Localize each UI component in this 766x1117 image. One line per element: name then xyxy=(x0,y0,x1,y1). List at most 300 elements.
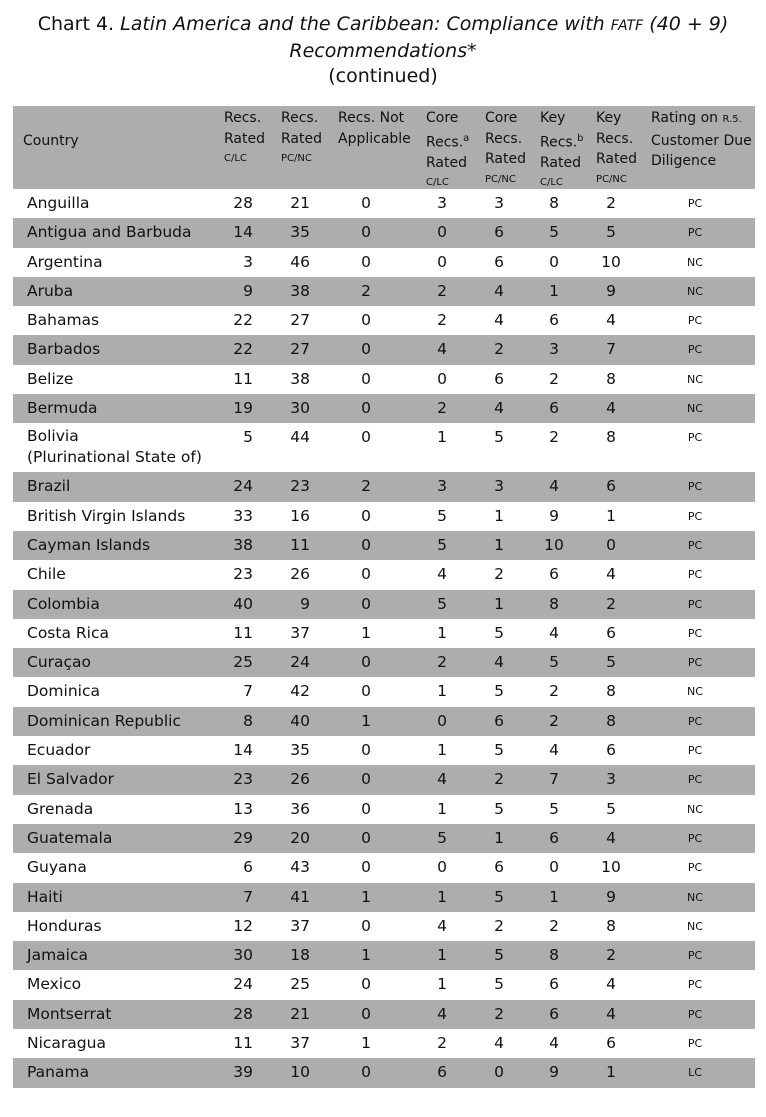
cell-country xyxy=(27,1058,89,1087)
cell-recs-rated-pcnc: 35 xyxy=(290,741,310,760)
cell-r5-rating: NC xyxy=(687,402,703,416)
cell-key-clc: 4 xyxy=(549,741,559,760)
cell-r5-rating: NC xyxy=(687,685,703,699)
cell-core-clc: 0 xyxy=(437,711,447,730)
cell-recs-not-applicable: 0 xyxy=(361,506,371,525)
cell-recs-rated-clc: 22 xyxy=(233,311,253,330)
table-row xyxy=(13,795,755,824)
country-name: Dominica xyxy=(27,682,100,701)
cell-country xyxy=(27,824,112,853)
cell-key-clc: 8 xyxy=(549,594,559,613)
cell-r5-rating: NC xyxy=(687,372,703,386)
cell-key-pcnc: 8 xyxy=(606,369,616,388)
cell-recs-not-applicable: 0 xyxy=(361,1004,371,1023)
cell-r5-rating: NC xyxy=(687,284,703,298)
cell-key-pcnc: 10 xyxy=(601,858,621,877)
table-row xyxy=(13,1058,755,1087)
cell-country xyxy=(27,502,185,531)
cell-r5-rating: PC xyxy=(687,343,703,357)
cell-core-pcnc: 5 xyxy=(494,946,504,965)
table-row xyxy=(13,883,755,912)
cell-recs-rated-clc: 12 xyxy=(233,916,253,935)
country-name: Bermuda xyxy=(27,399,98,418)
cell-r5-rating: PC xyxy=(687,431,703,445)
cell-recs-not-applicable: 0 xyxy=(361,223,371,242)
chart-title xyxy=(0,12,766,89)
cell-country xyxy=(27,912,102,941)
country-name: Mexico xyxy=(27,975,82,994)
table-row xyxy=(13,941,755,970)
cell-core-pcnc: 4 xyxy=(494,281,504,300)
cell-recs-rated-pcnc: 37 xyxy=(290,623,310,642)
country-name: Belize xyxy=(27,369,74,388)
cell-recs-rated-pcnc: 44 xyxy=(290,428,310,447)
table-row xyxy=(13,189,755,218)
cell-key-clc: 6 xyxy=(549,975,559,994)
cell-r5-rating: PC xyxy=(687,480,703,494)
cell-recs-rated-clc: 7 xyxy=(243,887,253,906)
cell-country xyxy=(27,941,88,970)
cell-key-clc: 0 xyxy=(549,858,559,877)
cell-recs-rated-pcnc: 27 xyxy=(290,340,310,359)
cell-key-pcnc: 6 xyxy=(606,1034,616,1053)
cell-recs-rated-clc: 9 xyxy=(243,281,253,300)
cell-r5-rating: PC xyxy=(687,226,703,240)
cell-key-pcnc: 4 xyxy=(606,828,616,847)
header-recs-rated-clc: Recs. Rated C/LC xyxy=(224,110,265,164)
cell-core-clc: 1 xyxy=(437,682,447,701)
cell-country xyxy=(27,970,81,999)
cell-key-pcnc: 2 xyxy=(606,946,616,965)
title-line-2: Recommendations* xyxy=(289,40,477,62)
cell-r5-rating: PC xyxy=(687,861,703,875)
cell-core-clc: 1 xyxy=(437,975,447,994)
cell-country xyxy=(27,189,90,218)
cell-recs-rated-pcnc: 37 xyxy=(290,1034,310,1053)
cell-core-clc: 0 xyxy=(437,223,447,242)
cell-recs-rated-clc: 8 xyxy=(243,711,253,730)
cell-recs-not-applicable: 0 xyxy=(361,311,371,330)
cell-core-clc: 2 xyxy=(437,1034,447,1053)
title-prefix: Chart 4. xyxy=(37,13,115,35)
table-row xyxy=(13,619,755,648)
cell-key-clc: 1 xyxy=(549,887,559,906)
cell-r5-rating: PC xyxy=(687,714,703,728)
cell-recs-rated-clc: 14 xyxy=(233,223,253,242)
table-row xyxy=(13,1000,755,1029)
cell-core-clc: 0 xyxy=(437,369,447,388)
cell-core-pcnc: 4 xyxy=(494,1034,504,1053)
cell-core-pcnc: 4 xyxy=(494,311,504,330)
country-name: Curaçao xyxy=(27,653,92,672)
cell-core-clc: 4 xyxy=(437,916,447,935)
cell-r5-rating: PC xyxy=(687,744,703,758)
cell-country xyxy=(27,335,100,364)
cell-recs-rated-clc: 6 xyxy=(243,858,253,877)
cell-key-pcnc: 2 xyxy=(606,194,616,212)
cell-recs-rated-clc: 5 xyxy=(243,428,253,447)
cell-r5-rating: PC xyxy=(687,197,703,210)
table-row xyxy=(13,248,755,277)
table-row xyxy=(13,218,755,247)
cell-core-pcnc: 1 xyxy=(494,506,504,525)
cell-core-clc: 3 xyxy=(437,477,447,496)
cell-key-pcnc: 6 xyxy=(606,741,616,760)
cell-key-clc: 2 xyxy=(549,369,559,388)
cell-recs-not-applicable: 2 xyxy=(361,477,371,496)
cell-recs-rated-clc: 3 xyxy=(243,252,253,271)
cell-core-clc: 1 xyxy=(437,428,447,447)
table-row xyxy=(13,502,755,531)
table-row xyxy=(13,394,755,423)
cell-key-pcnc: 4 xyxy=(606,565,616,584)
cell-core-clc: 4 xyxy=(437,340,447,359)
table-row xyxy=(13,707,755,736)
country-name: Colombia xyxy=(27,594,100,613)
cell-country xyxy=(27,426,202,468)
cell-country xyxy=(27,531,150,560)
country-name: Anguilla xyxy=(27,194,90,212)
cell-r5-rating: NC xyxy=(687,890,703,904)
cell-r5-rating: PC xyxy=(687,656,703,670)
table-body xyxy=(13,189,755,1088)
cell-core-clc: 1 xyxy=(437,741,447,760)
cell-recs-rated-pcnc: 21 xyxy=(290,194,310,212)
cell-recs-not-applicable: 0 xyxy=(361,194,371,212)
cell-key-clc: 2 xyxy=(549,916,559,935)
country-name: Costa Rica xyxy=(27,623,109,642)
title-continued: (continued) xyxy=(328,65,438,87)
cell-country xyxy=(27,277,73,306)
cell-country xyxy=(27,560,66,589)
cell-key-pcnc: 3 xyxy=(606,770,616,789)
table-row xyxy=(13,365,755,394)
cell-key-clc: 6 xyxy=(549,399,559,418)
cell-core-clc: 1 xyxy=(437,946,447,965)
cell-recs-rated-pcnc: 10 xyxy=(290,1063,310,1082)
cell-recs-rated-pcnc: 27 xyxy=(290,311,310,330)
cell-recs-rated-pcnc: 46 xyxy=(290,252,310,271)
cell-recs-rated-clc: 24 xyxy=(233,975,253,994)
cell-key-clc: 10 xyxy=(544,535,564,554)
country-name: Dominican Republic xyxy=(27,711,181,730)
cell-core-clc: 1 xyxy=(437,623,447,642)
cell-core-pcnc: 5 xyxy=(494,741,504,760)
cell-recs-rated-pcnc: 9 xyxy=(300,594,310,613)
country-name: Panama xyxy=(27,1063,90,1082)
cell-recs-not-applicable: 0 xyxy=(361,565,371,584)
cell-recs-rated-clc: 39 xyxy=(233,1063,253,1082)
country-name: Haiti xyxy=(27,887,63,906)
table-row xyxy=(13,912,755,941)
cell-recs-not-applicable: 1 xyxy=(361,623,371,642)
country-name: Aruba xyxy=(27,281,74,300)
cell-country xyxy=(27,218,192,247)
cell-core-pcnc: 6 xyxy=(494,252,504,271)
cell-recs-rated-pcnc: 26 xyxy=(290,565,310,584)
cell-r5-rating: PC xyxy=(687,626,703,640)
cell-recs-rated-pcnc: 21 xyxy=(290,1004,310,1023)
header-country: Country xyxy=(23,133,79,149)
table-row xyxy=(13,306,755,335)
cell-key-clc: 5 xyxy=(549,223,559,242)
cell-recs-not-applicable: 0 xyxy=(361,252,371,271)
country-name-line2: (Plurinational State of) xyxy=(27,448,202,467)
cell-recs-rated-pcnc: 38 xyxy=(290,281,310,300)
cell-country xyxy=(27,1000,111,1029)
country-name: El Salvador xyxy=(27,770,115,789)
cell-r5-rating: NC xyxy=(687,919,703,933)
cell-key-clc: 2 xyxy=(549,682,559,701)
cell-key-pcnc: 6 xyxy=(606,477,616,496)
cell-recs-not-applicable: 0 xyxy=(361,369,371,388)
cell-key-pcnc: 5 xyxy=(606,653,616,672)
title-main: Latin America and the Caribbean: Compliance with xyxy=(120,13,605,35)
cell-recs-rated-clc: 19 xyxy=(233,399,253,418)
cell-recs-rated-pcnc: 18 xyxy=(290,946,310,965)
cell-core-pcnc: 2 xyxy=(494,1004,504,1023)
cell-r5-rating: PC xyxy=(687,509,703,523)
cell-country xyxy=(27,648,91,677)
country-name: British Virgin Islands xyxy=(27,506,186,525)
cell-r5-rating: PC xyxy=(687,978,703,992)
cell-core-pcnc: 5 xyxy=(494,682,504,701)
cell-country xyxy=(27,619,109,648)
cell-r5-rating: NC xyxy=(687,802,703,816)
cell-country xyxy=(27,765,114,794)
cell-core-pcnc: 3 xyxy=(494,194,504,212)
table-row xyxy=(13,590,755,619)
cell-recs-rated-clc: 28 xyxy=(233,194,253,212)
cell-core-clc: 4 xyxy=(437,770,447,789)
cell-core-pcnc: 3 xyxy=(494,477,504,496)
cell-recs-rated-clc: 11 xyxy=(233,623,253,642)
cell-recs-not-applicable: 0 xyxy=(361,682,371,701)
cell-core-pcnc: 2 xyxy=(494,565,504,584)
cell-country xyxy=(27,677,100,706)
cell-recs-rated-clc: 14 xyxy=(233,741,253,760)
cell-recs-rated-pcnc: 43 xyxy=(290,858,310,877)
cell-recs-not-applicable: 2 xyxy=(361,281,371,300)
cell-recs-rated-clc: 33 xyxy=(233,506,253,525)
cell-key-pcnc: 6 xyxy=(606,623,616,642)
header-recs-not-applicable: Recs. Not Applicable xyxy=(338,110,411,147)
cell-recs-rated-clc: 38 xyxy=(233,535,253,554)
cell-key-clc: 1 xyxy=(549,281,559,300)
country-name: Honduras xyxy=(27,916,102,935)
cell-recs-not-applicable: 0 xyxy=(361,741,371,760)
cell-recs-not-applicable: 0 xyxy=(361,653,371,672)
table-row xyxy=(13,853,755,882)
country-name: Grenada xyxy=(27,799,94,818)
cell-recs-rated-pcnc: 26 xyxy=(290,770,310,789)
table-row xyxy=(13,472,755,501)
cell-key-clc: 6 xyxy=(549,565,559,584)
cell-core-pcnc: 1 xyxy=(494,594,504,613)
cell-key-clc: 7 xyxy=(549,770,559,789)
title-fatf: FATF xyxy=(610,18,644,34)
cell-country xyxy=(27,306,99,335)
cell-country xyxy=(27,1029,106,1058)
table-row xyxy=(13,765,755,794)
cell-core-clc: 5 xyxy=(437,594,447,613)
cell-key-pcnc: 7 xyxy=(606,340,616,359)
table-row xyxy=(13,677,755,706)
country-name: Argentina xyxy=(27,252,103,271)
cell-r5-rating: PC xyxy=(687,831,703,845)
cell-core-pcnc: 5 xyxy=(494,975,504,994)
cell-recs-not-applicable: 0 xyxy=(361,428,371,447)
cell-r5-rating: PC xyxy=(687,314,703,328)
table-row xyxy=(13,335,755,364)
cell-country xyxy=(27,795,93,824)
cell-key-clc: 2 xyxy=(549,428,559,447)
header-key-recs-pcnc: Key Recs. Rated PC/NC xyxy=(596,110,637,185)
cell-country xyxy=(27,883,63,912)
cell-recs-not-applicable: 0 xyxy=(361,535,371,554)
cell-recs-not-applicable: 0 xyxy=(361,975,371,994)
cell-country xyxy=(27,394,98,423)
cell-key-pcnc: 9 xyxy=(606,887,616,906)
table-row xyxy=(13,423,755,472)
cell-recs-not-applicable: 0 xyxy=(361,340,371,359)
cell-core-pcnc: 2 xyxy=(494,770,504,789)
cell-key-pcnc: 5 xyxy=(606,799,616,818)
cell-recs-rated-pcnc: 42 xyxy=(290,682,310,701)
header-core-recs-clc: Core Recs.$^a$ Rated C/LC xyxy=(426,110,470,189)
cell-key-pcnc: 5 xyxy=(606,223,616,242)
cell-recs-rated-pcnc: 36 xyxy=(290,799,310,818)
country-name: Barbados xyxy=(27,340,101,359)
cell-recs-rated-pcnc: 30 xyxy=(290,399,310,418)
cell-key-clc: 9 xyxy=(549,1063,559,1082)
cell-country xyxy=(27,736,90,765)
table-row xyxy=(13,824,755,853)
cell-core-clc: 6 xyxy=(437,1063,447,1082)
cell-key-pcnc: 8 xyxy=(606,682,616,701)
cell-recs-rated-clc: 7 xyxy=(243,682,253,701)
cell-core-clc: 0 xyxy=(437,858,447,877)
cell-key-clc: 8 xyxy=(549,946,559,965)
cell-core-pcnc: 6 xyxy=(494,223,504,242)
cell-recs-rated-pcnc: 16 xyxy=(290,506,310,525)
cell-recs-rated-clc: 28 xyxy=(233,1004,253,1023)
cell-key-pcnc: 2 xyxy=(606,594,616,613)
table-row xyxy=(13,560,755,589)
cell-core-clc: 3 xyxy=(437,194,447,212)
cell-recs-not-applicable: 0 xyxy=(361,1063,371,1082)
country-name: Bahamas xyxy=(27,311,100,330)
cell-key-pcnc: 4 xyxy=(606,311,616,330)
cell-core-clc: 5 xyxy=(437,535,447,554)
cell-core-pcnc: 4 xyxy=(494,653,504,672)
country-name: Antigua and Barbuda xyxy=(27,223,192,242)
cell-key-clc: 5 xyxy=(549,799,559,818)
cell-recs-rated-pcnc: 38 xyxy=(290,369,310,388)
cell-recs-not-applicable: 0 xyxy=(361,399,371,418)
cell-key-clc: 4 xyxy=(549,623,559,642)
cell-country xyxy=(27,365,73,394)
country-name: Guatemala xyxy=(27,828,113,847)
cell-core-clc: 1 xyxy=(437,887,447,906)
cell-recs-rated-pcnc: 20 xyxy=(290,828,310,847)
header-key-recs-clc: Key Recs.$^b$ Rated C/LC xyxy=(540,110,584,189)
cell-key-clc: 5 xyxy=(549,653,559,672)
cell-recs-rated-pcnc: 11 xyxy=(290,535,310,554)
cell-core-pcnc: 5 xyxy=(494,887,504,906)
cell-country xyxy=(27,590,100,619)
cell-recs-rated-clc: 23 xyxy=(233,770,253,789)
cell-key-pcnc: 9 xyxy=(606,281,616,300)
table-row xyxy=(13,736,755,765)
cell-core-pcnc: 1 xyxy=(494,535,504,554)
cell-recs-not-applicable: 0 xyxy=(361,799,371,818)
cell-r5-rating: PC xyxy=(687,597,703,611)
table-row xyxy=(13,1029,755,1058)
cell-key-pcnc: 1 xyxy=(606,1063,616,1082)
cell-recs-rated-clc: 23 xyxy=(233,565,253,584)
cell-recs-not-applicable: 0 xyxy=(361,828,371,847)
cell-recs-rated-pcnc: 40 xyxy=(290,711,310,730)
cell-key-clc: 8 xyxy=(549,194,559,212)
cell-key-pcnc: 1 xyxy=(606,506,616,525)
cell-recs-rated-pcnc: 25 xyxy=(290,975,310,994)
cell-recs-rated-pcnc: 35 xyxy=(290,223,310,242)
cell-recs-not-applicable: 1 xyxy=(361,711,371,730)
cell-recs-rated-clc: 24 xyxy=(233,477,253,496)
cell-key-pcnc: 4 xyxy=(606,399,616,418)
title-recs-count: (40 + 9) xyxy=(649,13,729,35)
cell-recs-rated-pcnc: 24 xyxy=(290,653,310,672)
cell-recs-rated-clc: 11 xyxy=(233,1034,253,1053)
header-rating-r5: Rating on R.5. Customer Due Diligence xyxy=(651,110,752,169)
cell-core-clc: 4 xyxy=(437,565,447,584)
cell-recs-rated-clc: 30 xyxy=(233,946,253,965)
table-row xyxy=(13,277,755,306)
cell-core-pcnc: 2 xyxy=(494,340,504,359)
cell-recs-rated-clc: 40 xyxy=(233,594,253,613)
cell-country xyxy=(27,707,181,736)
cell-r5-rating: PC xyxy=(687,538,703,552)
cell-r5-rating: NC xyxy=(687,255,703,269)
country-name: Brazil xyxy=(27,477,71,496)
cell-key-pcnc: 8 xyxy=(606,711,616,730)
header-recs-rated-pcnc: Recs. Rated PC/NC xyxy=(281,110,322,164)
cell-recs-not-applicable: 0 xyxy=(361,858,371,877)
cell-core-pcnc: 4 xyxy=(494,399,504,418)
cell-core-clc: 2 xyxy=(437,653,447,672)
cell-recs-rated-clc: 13 xyxy=(233,799,253,818)
cell-key-pcnc: 10 xyxy=(601,252,621,271)
cell-recs-rated-pcnc: 37 xyxy=(290,916,310,935)
country-name: Montserrat xyxy=(27,1004,112,1023)
country-name: Chile xyxy=(27,565,66,584)
cell-key-clc: 3 xyxy=(549,340,559,359)
cell-core-pcnc: 5 xyxy=(494,428,504,447)
cell-recs-not-applicable: 0 xyxy=(361,916,371,935)
cell-r5-rating: PC xyxy=(687,1007,703,1021)
table-row xyxy=(13,531,755,560)
country-name: Cayman Islands xyxy=(27,535,151,554)
table-header xyxy=(13,106,755,189)
cell-core-clc: 2 xyxy=(437,399,447,418)
cell-recs-not-applicable: 1 xyxy=(361,887,371,906)
cell-r5-rating: PC xyxy=(687,1037,703,1051)
country-name: Jamaica xyxy=(27,946,88,965)
cell-core-clc: 4 xyxy=(437,1004,447,1023)
title-line-1 xyxy=(0,12,766,39)
cell-key-clc: 4 xyxy=(549,477,559,496)
